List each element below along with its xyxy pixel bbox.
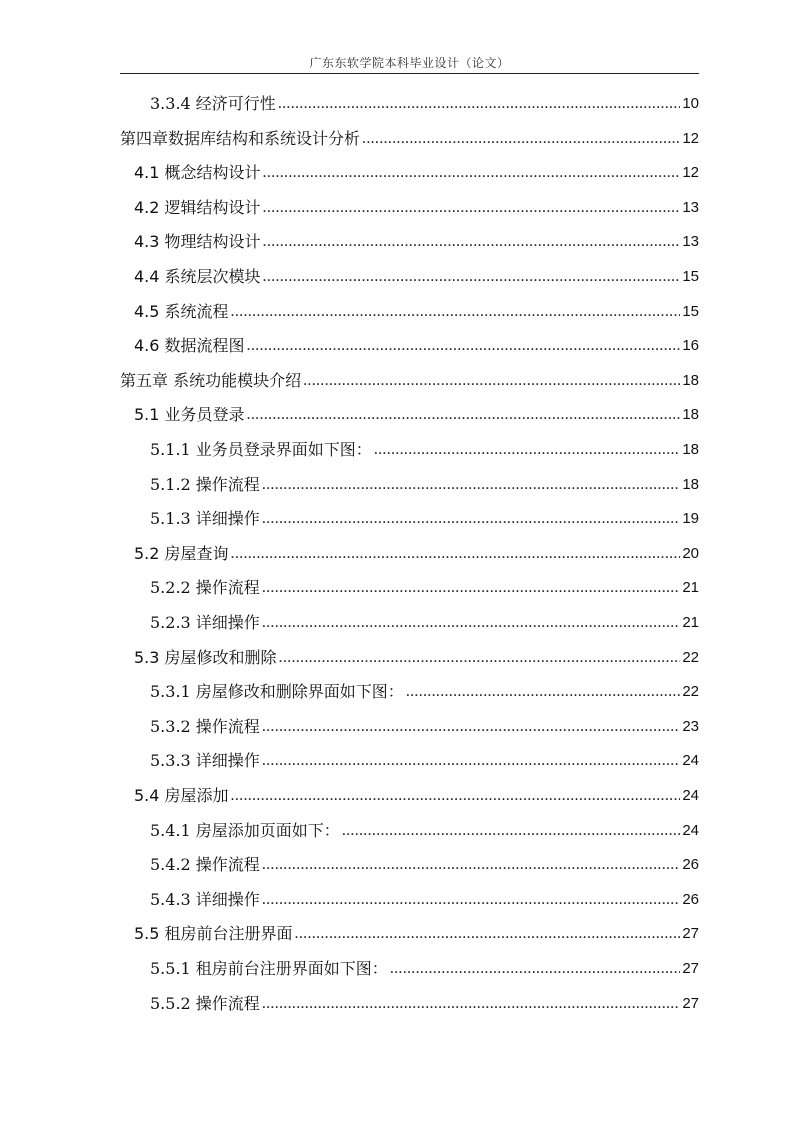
- toc-entry-page-number: 13: [682, 198, 699, 216]
- toc-dot-leader: [279, 645, 681, 671]
- toc-entry-page-number: 15: [682, 302, 699, 320]
- toc-dot-leader: [231, 299, 681, 325]
- toc-entry[interactable]: [150, 610, 699, 636]
- toc-entry-page-number: 15: [682, 268, 699, 285]
- toc-entry[interactable]: [150, 714, 699, 740]
- toc-entry-title: 5.3.3 详细操作: [150, 751, 260, 771]
- toc-dot-leader: [262, 714, 681, 740]
- toc-dot-leader: [342, 818, 681, 844]
- toc-entry-title: 4.2 逻辑结构设计: [134, 197, 261, 217]
- toc-dot-leader: [374, 437, 681, 463]
- toc-entry-title: 5.4.3 详细操作: [150, 889, 260, 909]
- toc-entry-page-number: 19: [682, 510, 699, 528]
- toc-entry-title: 5.1.3 详细操作: [150, 509, 260, 529]
- toc-dot-leader: [231, 783, 681, 809]
- toc-dot-leader: [295, 921, 681, 947]
- toc-entry-title: 4.4 系统层次模块: [134, 267, 261, 286]
- toc-dot-leader: [231, 541, 681, 567]
- toc-dot-leader: [262, 991, 681, 1017]
- toc-entry[interactable]: [120, 126, 699, 152]
- toc-entry-title: 4.5 系统流程: [134, 301, 229, 321]
- toc-entry-page-number: 21: [682, 579, 699, 597]
- toc-dot-leader: [390, 956, 681, 982]
- toc-entry-title: 4.3 物理结构设计: [134, 232, 261, 252]
- toc-entry-page-number: 18: [682, 441, 699, 458]
- toc-entry-title: 5.2 房屋查询: [134, 543, 229, 563]
- toc-entry[interactable]: [134, 299, 699, 325]
- toc-entry-page-number: 27: [682, 925, 699, 943]
- toc-dot-leader: [247, 402, 681, 428]
- toc-entry[interactable]: [134, 195, 699, 221]
- toc-entry-title: 5.4 房屋添加: [134, 786, 229, 805]
- toc-entry-page-number: 24: [682, 821, 699, 839]
- toc-entry[interactable]: [134, 783, 699, 809]
- toc-entry[interactable]: [150, 472, 699, 498]
- toc-dot-leader: [262, 852, 681, 878]
- toc-entry[interactable]: [134, 645, 699, 671]
- toc-entry-title: 5.3.2 操作流程: [150, 716, 260, 736]
- toc-entry[interactable]: [150, 956, 699, 982]
- toc-entry-title: 4.1 概念结构设计: [134, 163, 261, 183]
- toc-entry[interactable]: [134, 402, 699, 428]
- toc-entry-page-number: 24: [682, 787, 699, 804]
- toc-dot-leader: [362, 126, 680, 152]
- toc-entry-page-number: 22: [682, 648, 699, 666]
- toc-entry-title: 5.5.1 租房前台注册界面如下图：: [150, 959, 388, 978]
- toc-entry-page-number: 27: [682, 960, 699, 977]
- toc-entry[interactable]: [134, 229, 699, 255]
- toc-entry-title: 5.2.2 操作流程: [150, 578, 260, 598]
- toc-dot-leader: [263, 264, 681, 290]
- toc-dot-leader: [278, 91, 681, 117]
- page-header: 广东东软学院本科毕业设计（论文）: [309, 56, 510, 70]
- toc-entry[interactable]: [134, 333, 699, 359]
- toc-entry[interactable]: [150, 575, 699, 601]
- toc-dot-leader: [262, 748, 681, 774]
- toc-entry[interactable]: [150, 887, 699, 913]
- toc-dot-leader: [303, 368, 680, 394]
- toc-entry[interactable]: [150, 991, 699, 1017]
- toc-entry-page-number: 13: [682, 233, 699, 251]
- toc-entry[interactable]: [150, 818, 699, 844]
- toc-entry-page-number: 21: [682, 614, 699, 631]
- toc-entry-page-number: 18: [682, 475, 699, 493]
- toc-entry-page-number: 23: [682, 717, 699, 735]
- toc-entry-title: 5.1.1 业务员登录界面如下图：: [150, 440, 372, 459]
- toc-entry-page-number: 18: [682, 406, 699, 424]
- toc-entry[interactable]: [150, 437, 699, 463]
- toc-entry-page-number: 18: [682, 371, 699, 389]
- toc-entry-title: 5.4.1 房屋添加页面如下：: [150, 820, 340, 840]
- toc-entry-page-number: 10: [682, 95, 699, 112]
- toc-entry-title: 5.3.1 房屋修改和删除界面如下图：: [150, 682, 404, 702]
- toc-entry-title: 5.1 业务员登录: [134, 405, 245, 425]
- toc-entry[interactable]: [150, 506, 699, 532]
- toc-entry-page-number: 24: [682, 752, 699, 770]
- toc-entry-title: 第五章 系统功能模块介绍: [120, 370, 302, 390]
- toc-entry-page-number: 12: [682, 129, 699, 147]
- toc-entry-page-number: 26: [682, 890, 699, 908]
- toc-entry[interactable]: [150, 91, 699, 117]
- toc-entry-title: 第四章数据库结构和系统设计分析: [120, 128, 361, 148]
- toc-entry[interactable]: [134, 541, 699, 567]
- toc-entry-page-number: 27: [682, 994, 699, 1012]
- toc-dot-leader: [263, 229, 681, 255]
- toc-entry-title: 5.2.3 详细操作: [150, 613, 260, 632]
- toc-dot-leader: [263, 195, 681, 221]
- toc-entry-page-number: 20: [682, 544, 699, 562]
- toc-entry[interactable]: [134, 921, 699, 947]
- toc-entry-title: 4.6 数据流程图: [134, 336, 245, 356]
- toc-dot-leader: [262, 506, 681, 532]
- toc-entry-title: 5.5.2 操作流程: [150, 993, 260, 1013]
- toc-entry[interactable]: [150, 748, 699, 774]
- toc-dot-leader: [262, 472, 681, 498]
- toc-dot-leader: [262, 887, 681, 913]
- toc-dot-leader: [406, 679, 681, 705]
- toc-entry-title: 5.5 租房前台注册界面: [134, 924, 293, 944]
- header-rule: [120, 73, 699, 74]
- toc-entry[interactable]: [134, 160, 699, 186]
- toc-entry-title: 5.3 房屋修改和删除: [134, 647, 277, 667]
- toc-entry-page-number: 22: [682, 683, 699, 701]
- toc-entry[interactable]: [150, 852, 699, 878]
- toc-entry-page-number: 12: [682, 164, 699, 182]
- toc-dot-leader: [247, 333, 681, 359]
- toc-dot-leader: [262, 610, 681, 636]
- toc-entry-page-number: 26: [682, 856, 699, 874]
- toc-dot-leader: [262, 575, 681, 601]
- toc-entry-title: 5.4.2 操作流程: [150, 855, 260, 875]
- toc-entry[interactable]: [150, 679, 699, 705]
- toc-entry-title: 3.3.4 经济可行性: [150, 94, 276, 113]
- toc-dot-leader: [263, 160, 681, 186]
- toc-entry-page-number: 16: [682, 337, 699, 355]
- toc-entry-title: 5.1.2 操作流程: [150, 474, 260, 494]
- toc-entry[interactable]: [120, 368, 699, 394]
- toc-entry[interactable]: [134, 264, 699, 290]
